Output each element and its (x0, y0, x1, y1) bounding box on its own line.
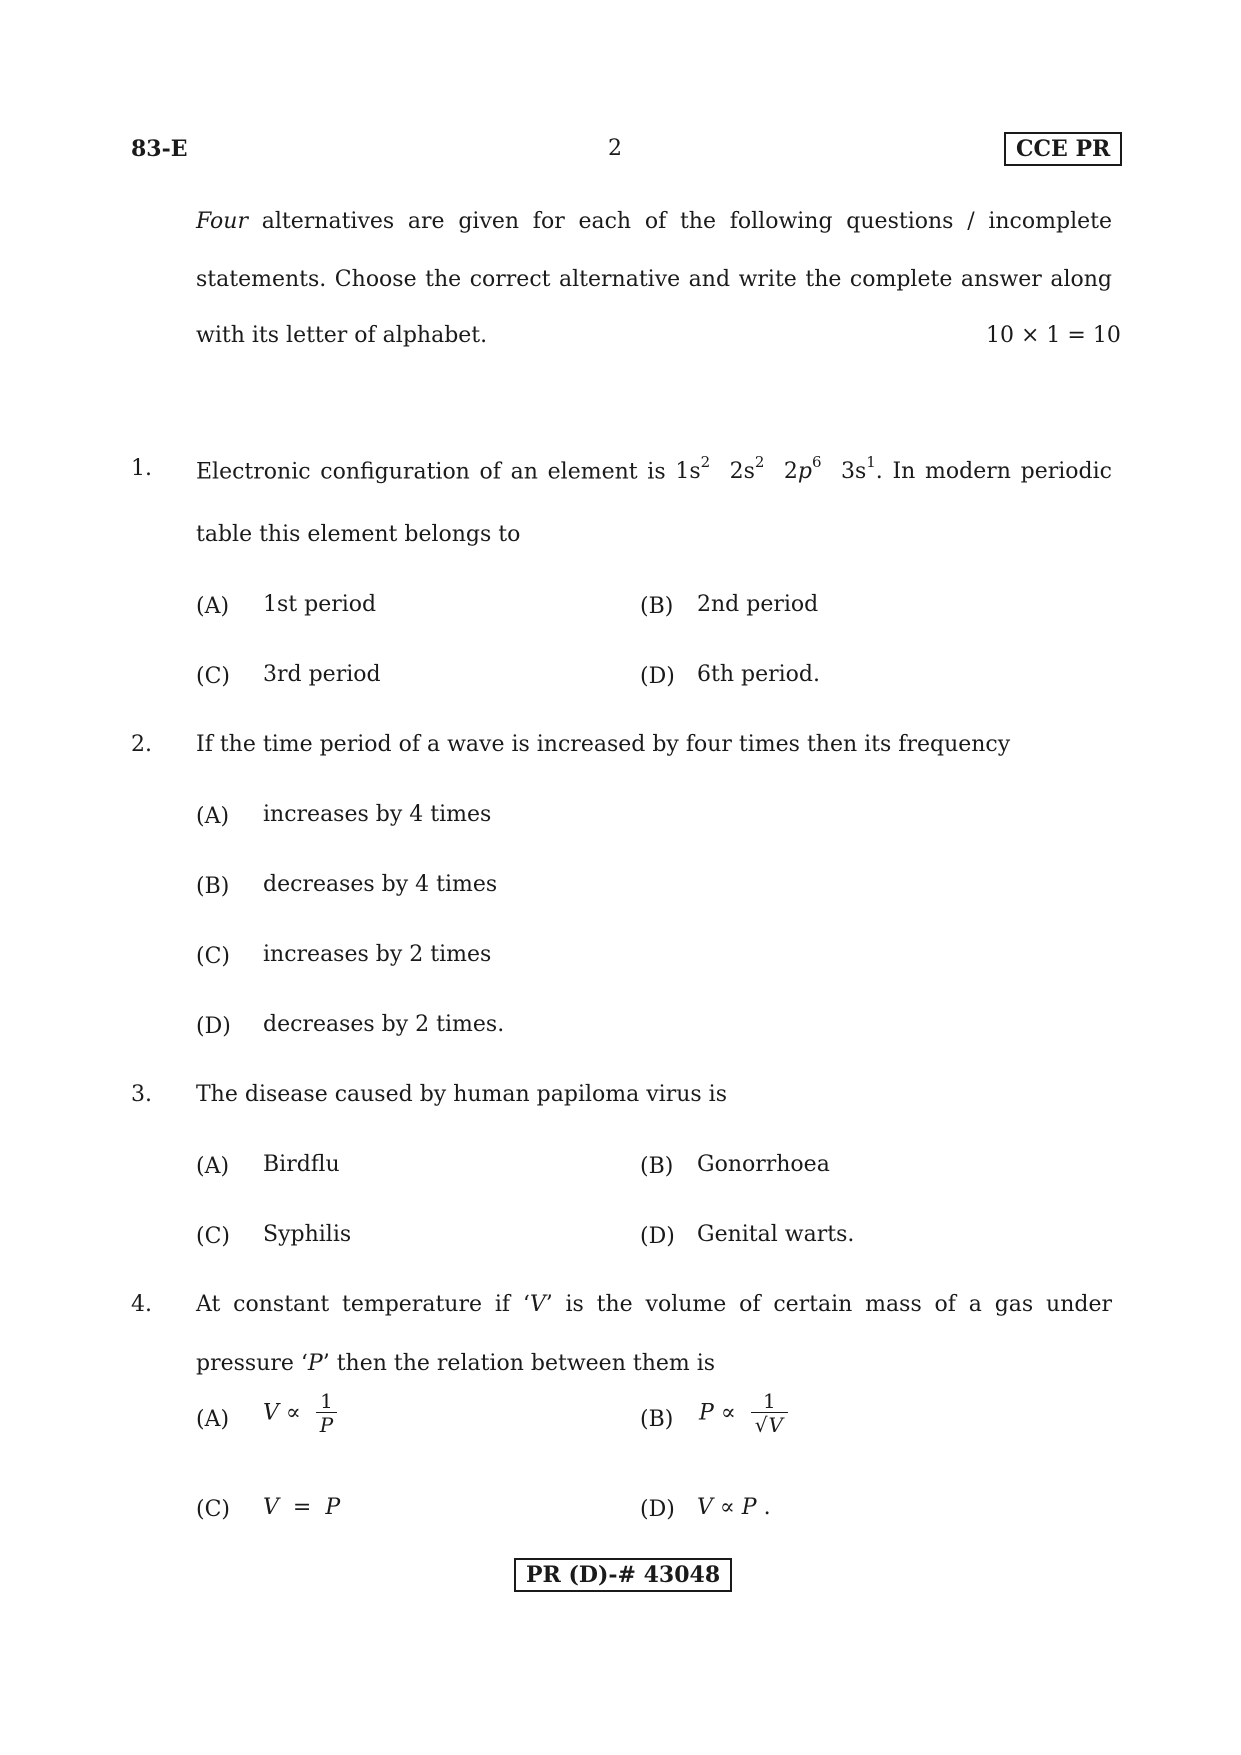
option-letter: (C) (196, 1497, 230, 1522)
option-text: decreases by 2 times. (263, 1012, 505, 1037)
marks-allocation: 10 × 1 = 10 (986, 323, 1121, 348)
option-text: 1st period (263, 592, 377, 617)
instructions-line-2: statements. Choose the correct alternative and write the complete answer along (196, 267, 1112, 292)
option-formula: V ∝ P . (697, 1495, 771, 1520)
question-1-line-1 (196, 453, 1112, 485)
option-letter: (D) (196, 1014, 231, 1039)
instructions-lead-word: Four (196, 209, 248, 234)
option-formula: V ∝ $\frac{1}{P}$ (263, 1390, 337, 1437)
instructions-line-3: with its letter of alphabet. (196, 323, 488, 348)
fraction: $\frac{1}{P}$ (316, 1390, 337, 1437)
page-number: 2 (608, 136, 622, 161)
electron-configuration: $1s^2$ $2s^2$ $2p^6$ $3s^1$. In modern periodic (675, 453, 1112, 485)
question-1-text: Electronic configuration of an element is (196, 459, 666, 485)
option-letter: (B) (640, 1154, 674, 1179)
option-text: 6th period. (697, 662, 820, 687)
option-letter: (A) (196, 1154, 230, 1179)
option-formula: P ∝ $\frac{1}{√V}$ (699, 1390, 788, 1437)
question-number: 2. (131, 732, 152, 757)
question-4-line-2: pressure ‘P’ then the relation between them is (196, 1351, 716, 1376)
footer-code-box: PR (D)-# 43048 (514, 1558, 732, 1592)
option-text: decreases by 4 times (263, 872, 498, 897)
paper-code: 83-E (131, 136, 188, 162)
series-box: CCE PR (1004, 132, 1122, 166)
option-letter: (D) (640, 1497, 675, 1522)
option-letter: (C) (196, 1224, 230, 1249)
option-text: increases by 4 times (263, 802, 492, 827)
option-text: Gonorrhoea (697, 1152, 830, 1177)
option-text: Genital warts. (697, 1222, 855, 1247)
option-text: increases by 2 times (263, 942, 492, 967)
option-text: 2nd period (697, 592, 819, 617)
question-number: 3. (131, 1082, 152, 1107)
question-2-text: If the time period of a wave is increased by four times then its frequency (196, 732, 1011, 757)
question-3-text: The disease caused by human papiloma virus is (196, 1082, 728, 1107)
option-letter: (D) (640, 664, 675, 689)
volume-symbol: V (529, 1292, 546, 1317)
option-letter: (C) (196, 664, 230, 689)
option-text: 3rd period (263, 662, 381, 687)
option-letter: (D) (640, 1224, 675, 1249)
question-number: 1. (131, 456, 152, 481)
instructions-line-1 (196, 211, 1112, 233)
question-1-line-2: table this element belongs to (196, 522, 521, 547)
option-letter: (A) (196, 594, 230, 619)
square-root-icon: √ (754, 1413, 768, 1437)
option-formula: V = P (263, 1495, 341, 1520)
pressure-symbol: P (307, 1351, 323, 1376)
option-text: Syphilis (263, 1222, 352, 1247)
option-letter: (B) (640, 594, 674, 619)
option-letter: (B) (640, 1407, 674, 1432)
fraction: $\frac{1}{√V}$ (751, 1390, 788, 1437)
question-number: 4. (131, 1292, 152, 1317)
question-4-line-1: At constant temperature if ‘V’ is the volume of certain mass of a gas under (196, 1292, 1112, 1317)
option-letter: (C) (196, 944, 230, 969)
option-text: Birdflu (263, 1152, 340, 1177)
option-letter: (A) (196, 1407, 230, 1432)
option-letter: (A) (196, 804, 230, 829)
instructions-line-1-text: alternatives are given for each of the following questions / incomplete (261, 209, 1112, 234)
option-letter: (B) (196, 874, 230, 899)
